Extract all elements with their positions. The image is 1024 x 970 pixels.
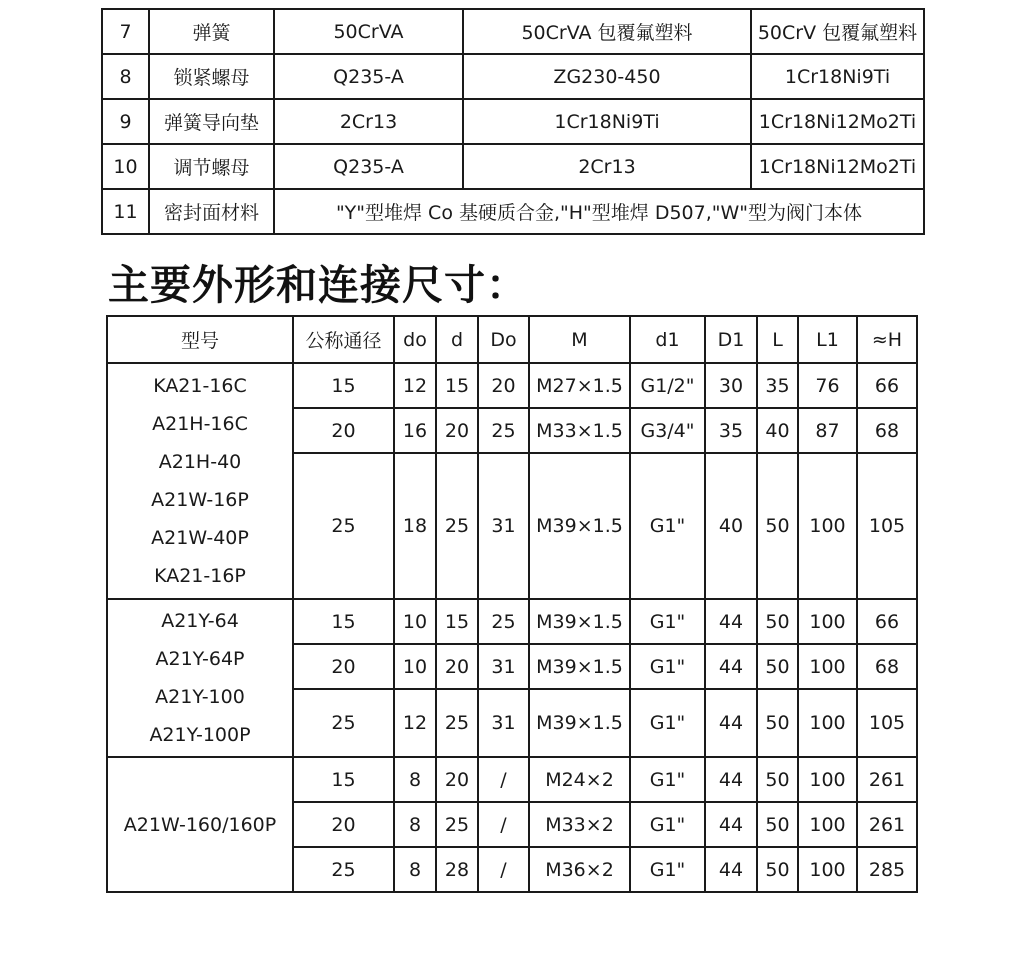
table-cell: 50 — [757, 757, 798, 802]
table-cell: 25 — [293, 453, 394, 599]
material-cell-c3: 50CrV 包覆氟塑料 — [751, 9, 924, 54]
table-cell: 15 — [293, 757, 394, 802]
table-cell: 15 — [436, 599, 478, 644]
table-cell: 20 — [478, 363, 529, 408]
table-cell: 100 — [798, 847, 857, 892]
model-group-cell — [107, 363, 293, 599]
material-cell-part: 弹簧导向垫 — [149, 99, 274, 144]
material-row — [102, 189, 924, 234]
table-cell: 8 — [394, 847, 436, 892]
table-cell: 35 — [705, 408, 757, 453]
material-cell-no: 7 — [102, 9, 149, 54]
material-cell-c1: 2Cr13 — [274, 99, 463, 144]
table-cell: 18 — [394, 453, 436, 599]
table-cell: 10 — [394, 644, 436, 689]
table-cell: M39×1.5 — [529, 644, 630, 689]
table-cell: 66 — [857, 363, 917, 408]
material-cell-c1: Q235-A — [274, 54, 463, 99]
table-cell: 40 — [705, 453, 757, 599]
material-cell-part: 调节螺母 — [149, 144, 274, 189]
table-cell: 100 — [798, 599, 857, 644]
table-cell: 15 — [436, 363, 478, 408]
table-cell: 50 — [757, 599, 798, 644]
materials-table — [101, 8, 925, 235]
material-cell-c3: 1Cr18Ni12Mo2Ti — [751, 144, 924, 189]
column-header: d1 — [630, 316, 705, 363]
table-cell: 100 — [798, 644, 857, 689]
column-header: L — [757, 316, 798, 363]
table-cell: M36×2 — [529, 847, 630, 892]
table-cell: G1/2" — [630, 363, 705, 408]
table-row — [107, 599, 917, 644]
table-cell: M39×1.5 — [529, 599, 630, 644]
table-cell: 285 — [857, 847, 917, 892]
material-cell-no: 10 — [102, 144, 149, 189]
table-cell: 44 — [705, 599, 757, 644]
material-cell-part: 弹簧 — [149, 9, 274, 54]
table-cell: M24×2 — [529, 757, 630, 802]
table-cell: 100 — [798, 689, 857, 757]
table-cell: 25 — [293, 847, 394, 892]
table-cell: 66 — [857, 599, 917, 644]
table-cell: 12 — [394, 689, 436, 757]
table-cell: 35 — [757, 363, 798, 408]
table-cell: 68 — [857, 408, 917, 453]
table-cell: / — [478, 757, 529, 802]
table-cell: 31 — [478, 453, 529, 599]
column-header: M — [529, 316, 630, 363]
table-cell: G1" — [630, 847, 705, 892]
material-row — [102, 54, 924, 99]
table-cell: 25 — [436, 802, 478, 847]
table-cell: G1" — [630, 599, 705, 644]
material-cell-c2: 50CrVA 包覆氟塑料 — [463, 9, 751, 54]
material-row — [102, 9, 924, 54]
table-cell: 31 — [478, 689, 529, 757]
table-cell: M33×1.5 — [529, 408, 630, 453]
table-cell: 100 — [798, 453, 857, 599]
table-cell: 50 — [757, 644, 798, 689]
table-cell: G1" — [630, 644, 705, 689]
table-cell: / — [478, 802, 529, 847]
table-cell: 20 — [436, 644, 478, 689]
model-name: A21Y-100 — [155, 686, 245, 708]
material-cell-c2: 2Cr13 — [463, 144, 751, 189]
material-cell-text: "Y"型堆焊 Co 基硬质合金,"H"型堆焊 D507,"W"型为阀门本体 — [274, 189, 924, 234]
column-header: do — [394, 316, 436, 363]
table-cell: 10 — [394, 599, 436, 644]
table-cell: 40 — [757, 408, 798, 453]
table-cell: 50 — [757, 847, 798, 892]
material-cell-no: 9 — [102, 99, 149, 144]
material-cell-c3: 1Cr18Ni12Mo2Ti — [751, 99, 924, 144]
model-name: A21Y-100P — [149, 724, 251, 746]
table-cell: 20 — [436, 408, 478, 453]
table-cell: M39×1.5 — [529, 453, 630, 599]
section-heading: 主要外形和连接尺寸： — [108, 261, 528, 309]
table-cell: 44 — [705, 847, 757, 892]
table-cell: 44 — [705, 689, 757, 757]
table-cell: 15 — [293, 363, 394, 408]
table-cell: 44 — [705, 644, 757, 689]
table-cell: 76 — [798, 363, 857, 408]
material-row — [102, 144, 924, 189]
material-cell-c2: ZG230-450 — [463, 54, 751, 99]
table-cell: 25 — [478, 408, 529, 453]
table-cell: 8 — [394, 757, 436, 802]
material-cell-no: 11 — [102, 189, 149, 234]
material-cell-c2: 1Cr18Ni9Ti — [463, 99, 751, 144]
table-cell: G1" — [630, 757, 705, 802]
table-cell: 68 — [857, 644, 917, 689]
table-header-row — [107, 316, 917, 363]
table-cell: 100 — [798, 802, 857, 847]
table-cell: M27×1.5 — [529, 363, 630, 408]
table-cell: 28 — [436, 847, 478, 892]
model-name: A21H-40 — [158, 451, 242, 473]
table-cell: 87 — [798, 408, 857, 453]
column-header: 型号 — [107, 316, 293, 363]
column-header: 公称通径 — [293, 316, 394, 363]
table-cell: G1" — [630, 802, 705, 847]
model-name: A21W-16P — [151, 489, 249, 511]
table-cell: 25 — [436, 453, 478, 599]
table-cell: 25 — [293, 689, 394, 757]
model-name: A21W-160/160P — [123, 813, 277, 836]
column-header: Do — [478, 316, 529, 363]
table-cell: G1" — [630, 689, 705, 757]
model-name: A21Y-64 — [161, 610, 239, 632]
table-cell: G1" — [630, 453, 705, 599]
table-cell: 50 — [757, 689, 798, 757]
column-header: ≈H — [857, 316, 917, 363]
model-name: KA21-16P — [154, 565, 246, 587]
material-cell-c3: 1Cr18Ni9Ti — [751, 54, 924, 99]
dimensions-table — [106, 315, 918, 893]
table-cell: G3/4" — [630, 408, 705, 453]
material-cell-no: 8 — [102, 54, 149, 99]
model-name: A21Y-64P — [155, 648, 245, 670]
table-cell: 50 — [757, 802, 798, 847]
table-cell: 20 — [293, 644, 394, 689]
model-name: KA21-16C — [153, 375, 247, 397]
table-cell: 20 — [293, 408, 394, 453]
table-cell: / — [478, 847, 529, 892]
table-cell: 100 — [798, 757, 857, 802]
material-cell-part: 密封面材料 — [149, 189, 274, 234]
material-cell-c1: Q235-A — [274, 144, 463, 189]
column-header: D1 — [705, 316, 757, 363]
table-cell: 44 — [705, 757, 757, 802]
column-header: L1 — [798, 316, 857, 363]
table-cell: 50 — [757, 453, 798, 599]
table-cell: 261 — [857, 802, 917, 847]
table-cell: M39×1.5 — [529, 689, 630, 757]
material-row — [102, 99, 924, 144]
column-header: d — [436, 316, 478, 363]
model-group-cell — [107, 757, 293, 892]
table-cell: 8 — [394, 802, 436, 847]
table-cell: 12 — [394, 363, 436, 408]
table-cell: 25 — [436, 689, 478, 757]
table-cell: 105 — [857, 689, 917, 757]
material-cell-c1: 50CrVA — [274, 9, 463, 54]
table-cell: M33×2 — [529, 802, 630, 847]
table-cell: 25 — [478, 599, 529, 644]
model-name: A21H-16C — [152, 413, 248, 435]
model-name: A21W-40P — [151, 527, 249, 549]
table-cell: 16 — [394, 408, 436, 453]
table-row — [107, 363, 917, 408]
table-cell: 44 — [705, 802, 757, 847]
table-row — [107, 757, 917, 802]
table-cell: 20 — [293, 802, 394, 847]
table-cell: 31 — [478, 644, 529, 689]
model-group-cell — [107, 599, 293, 757]
table-cell: 30 — [705, 363, 757, 408]
material-cell-part: 锁紧螺母 — [149, 54, 274, 99]
table-cell: 15 — [293, 599, 394, 644]
table-cell: 261 — [857, 757, 917, 802]
table-cell: 105 — [857, 453, 917, 599]
table-cell: 20 — [436, 757, 478, 802]
